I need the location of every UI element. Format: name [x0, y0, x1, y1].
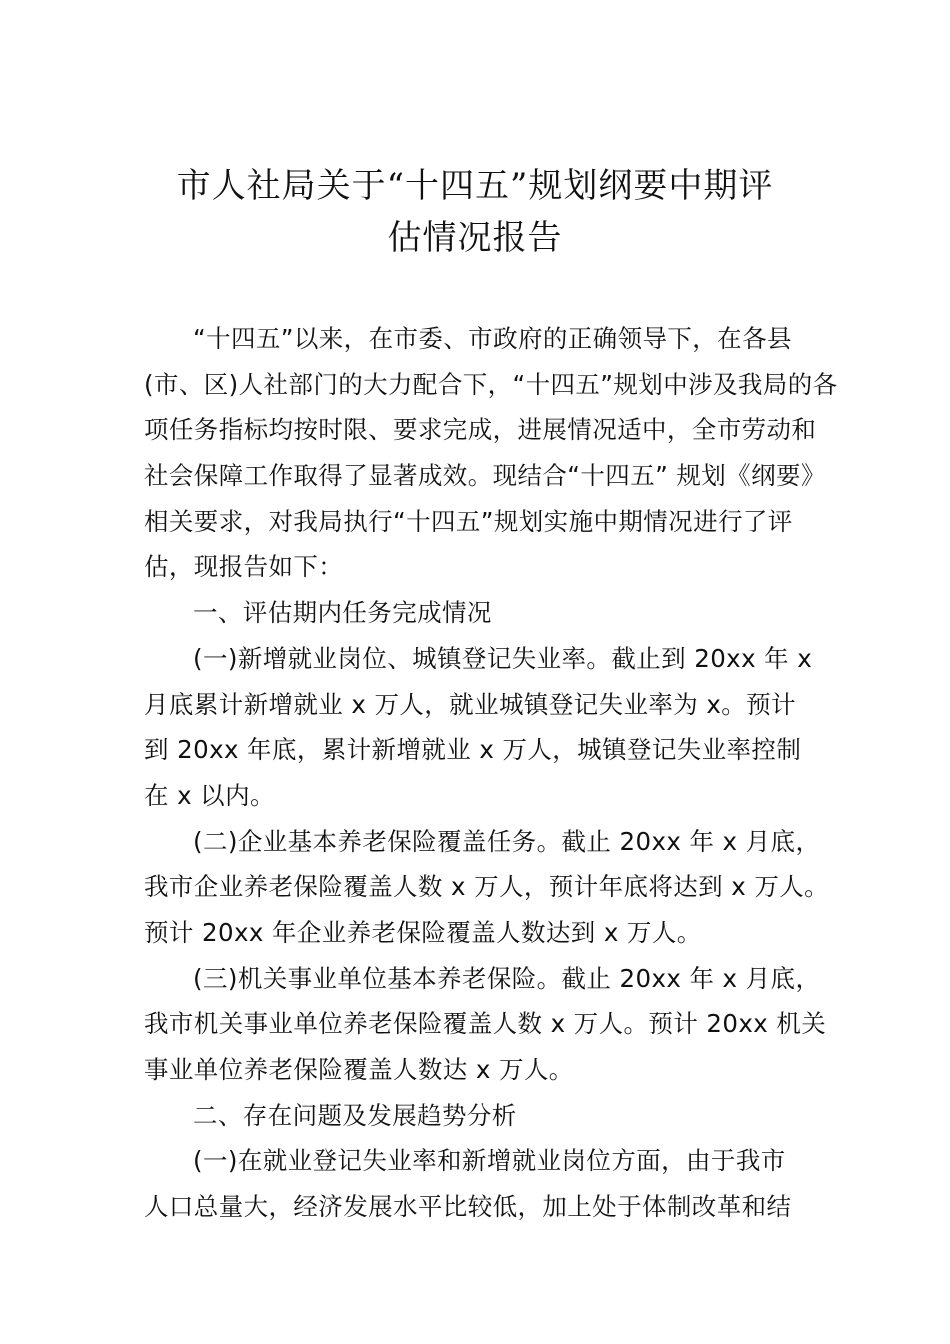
body-line: (一)在就业登记失业率和新增就业岗位方面，由于我市: [193, 1146, 786, 1176]
body-line: (一)新增就业岗位、城镇登记失业率。截止到 20xx 年 x: [193, 643, 813, 673]
body-line: (二)企业基本养老保险覆盖任务。截止 20xx 年 x 月底，: [193, 826, 821, 856]
body-line: (三)机关事业单位基本养老保险。截止 20xx 年 x 月底，: [193, 963, 821, 993]
body-line: 人口总量大，经济发展水平比较低，加上处于体制改革和结: [144, 1192, 792, 1222]
document-body: [144, 316, 838, 1230]
body-line: 社会保障工作取得了显著成效。现结合“十四五” 规划《纲要》: [144, 461, 826, 491]
title-line-2: 估情况报告: [387, 218, 563, 258]
body-line: 项任务指标均按时限、要求完成，进展情况适中，全市劳动和: [144, 415, 817, 445]
section-heading-1: 一、评估期内任务完成情况: [193, 598, 492, 628]
title-line-1: 市人社局关于“十四五”规划纲要中期评: [176, 166, 774, 206]
body-line: 估，现报告如下：: [144, 552, 344, 582]
body-line: 预计 20xx 年企业养老保险覆盖人数达到 x 万人。: [144, 917, 702, 947]
body-line: “十四五”以来，在市委、市政府的正确领导下，在各县: [193, 324, 792, 353]
body-line: (市、区)人社部门的大力配合下，“十四五”规划中涉及我局的各: [144, 369, 838, 399]
section-heading-2: 二、存在问题及发展趋势分析: [193, 1100, 517, 1130]
body-line: 我市企业养老保险覆盖人数 x 万人，预计年底将达到 x 万人。: [144, 872, 830, 902]
body-line: 到 20xx 年底，累计新增就业 x 万人，城镇登记失业率控制: [144, 735, 802, 765]
body-line: 月底累计新增就业 x 万人，就业城镇登记失业率为 x。预计: [144, 689, 796, 719]
body-line: 相关要求，对我局执行“十四五”规划实施中期情况进行了评: [144, 506, 793, 536]
body-line: 在 x 以内。: [144, 780, 275, 810]
body-line: 我市机关事业单位养老保险覆盖人数 x 万人。预计 20xx 机关: [144, 1009, 827, 1039]
document-title: [120, 160, 830, 264]
body-line: 事业单位养老保险覆盖人数达 x 万人。: [144, 1055, 574, 1084]
